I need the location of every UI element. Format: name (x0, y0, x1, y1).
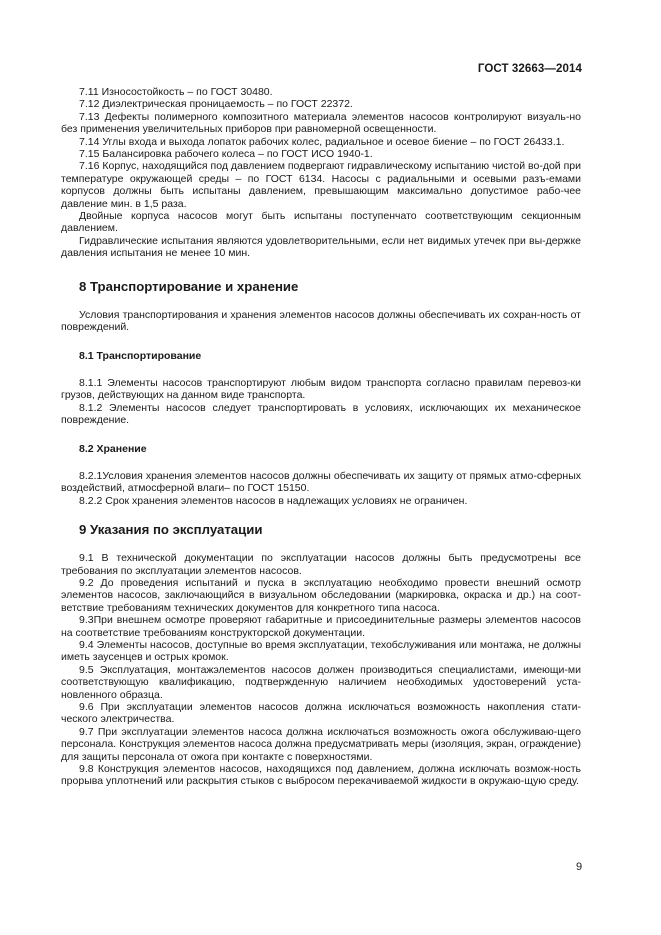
paragraph-8-1-1: 8.1.1 Элементы насосов транспортируют любым видом транспорта согласно правилам перевоз-ки грузов, действующих на данном виде транспорта. (61, 376, 581, 402)
paragraph-double-housings: Двойные корпуса насосов могут быть испытаны поступенчато соответствующим секционным давлением. (61, 210, 581, 235)
paragraph-9-5: 9.5 Эксплуатация, монтажэлементов насосов должен производиться специалистами, имеющи-ми соответствующую квалификацию, подтвержденную наличием необходимых удостоверений уста-новленного образца. (61, 663, 581, 701)
paragraph-8-2-2: 8.2.2 Срок хранения элементов насосов в надлежащих условиях не ограничен. (79, 494, 468, 507)
page-number: 9 (576, 861, 583, 873)
section-8-1-heading: 8.1 Транспортирование (79, 349, 202, 362)
paragraph-8-1-2: 8.1.2 Элементы насосов следует транспортировать в условиях, исключающих их механическое повреждение. (61, 401, 581, 427)
paragraph-8-2-1: 8.2.1Условия хранения элементов насосов должны обеспечивать их защиту от прямых атмо-сферных воздействий, атмосферной влаги– по ГОСТ 15150. (61, 469, 581, 495)
paragraph-7-16: 7.16 Корпус, находящийся под давлением подвергают гидравлическому испытанию чистой во-дой при температуре окружающей среды – по ГОСТ 6134. Насосы с радиальными и осевыми разъ-емами корпусов должны быть испытаны давлением, превышающим максимально допустимое рабо-чее давление мин. в 1,5 раза. (61, 160, 581, 210)
page-body (61, 86, 581, 788)
document-header: ГОСТ 32663—2014 (477, 63, 582, 75)
paragraph-7-12: 7.12 Диэлектрическая проницаемость – по ГОСТ 22372. (79, 98, 353, 111)
paragraph-9-4: 9.4 Элементы насосов, доступные во время эксплуатации, техобслуживания или монтажа, не должны иметь заусенцев и острых кромок. (61, 639, 581, 664)
section-9-heading: 9 Указания по эксплуатации (79, 522, 263, 538)
paragraph-hydraulic-tests: Гидравлические испытания являются удовлетворительными, если нет видимых утечек при вы-держке давления испытания не менее 10 мин. (61, 234, 581, 260)
section-8-2-heading: 8.2 Хранение (79, 442, 147, 455)
paragraph-9-6: 9.6 При эксплуатации элементов насосов должна исключаться возможность накопления стати-ческого электричества. (61, 701, 581, 726)
paragraph-7-14: 7.14 Углы входа и выхода лопаток рабочих колес, радиальное и осевое биение – по ГОСТ 26433.1. (79, 135, 565, 148)
section-8-heading: 8 Транспортирование и хранение (79, 278, 299, 294)
paragraph-9-7: 9.7 При эксплуатации элементов насоса должна исключаться возможность ожога обслуживаю-щего персонала. Конструкция элементов насоса должна предусматривать меры (изоляция, экран, ограждение) для защиты персонала от ожога при контакте с поверхностями. (61, 725, 581, 763)
paragraph-9-2: 9.2 До проведения испытаний и пуска в эксплуатацию необходимо провести внешний осмотр элементов насосов, заключающийся в визуальном обследовании (маркировка, окраска и др.) на соот-ветствие требованиям технических документов для конкретного типа насоса. (61, 576, 581, 614)
section-8-intro: Условия транспортирования и хранения элементов насосов должны обеспечивать их сохран-ность от повреждений. (61, 308, 581, 334)
paragraph-7-11: 7.11 Износостойкость – по ГОСТ 30480. (79, 86, 273, 98)
paragraph-9-3: 9.3При внешнем осмотре проверяют габаритные и присоединительные размеры элементов насосов на соответствие требованиям конструкторской документации. (61, 614, 581, 639)
paragraph-9-8: 9.8 Конструкция элементов насосов, находящихся под давлением, должна исключать возмож-ность прорыва уплотнений или раскрытия стыков с выбросом перекачиваемой жидкости в окружаю-щую среду. (61, 763, 581, 788)
paragraph-9-1: 9.1 В технической документации по эксплуатации насосов должны быть предусмотрены все требования по эксплуатации элементов насосов. (61, 552, 581, 577)
paragraph-7-15: 7.15 Балансировка рабочего колеса – по ГОСТ ИСО 1940-1. (79, 148, 373, 161)
paragraph-7-13: 7.13 Дефекты полимерного композитного материала элементов насосов контролируют визуаль-но без применения увеличительных приборов при равномерной освещенности. (61, 110, 581, 136)
